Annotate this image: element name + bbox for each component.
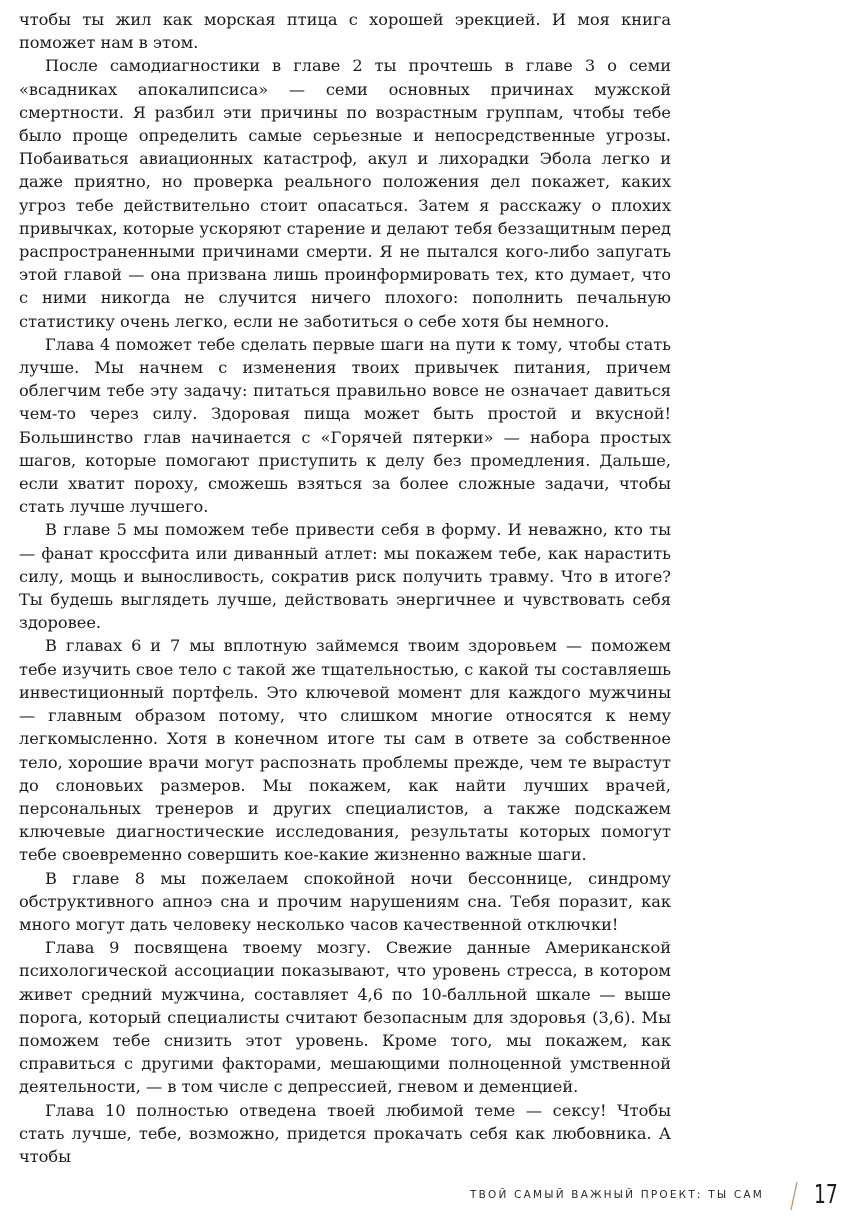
- paragraph-5: В главах 6 и 7 мы вплотную займемся твоим здоровьем — поможем тебе изучить свое тело с такой же тщательностью, с какой ты составляешь инвестиционный портфель. Это ключевой момент для каждого мужчины — главным образом потому, что слишком многие относятся к нему легкомысленно. Хотя в конечном итоге ты сам в ответе за собственное тело, хорошие врачи могут распознать проблемы прежде, чем те вырастут до слоновьих размеров. Мы покажем, как найти лучших врачей, персональных тренеров и других специалистов, а также подскажем ключевые диагностические исследования, результаты которых помогут тебе своевременно совершить кое-какие жизненно важные шаги.: [19, 636, 671, 865]
- paragraph-3: Глава 4 поможет тебе сделать первые шаги на пути к тому, чтобы стать лучше. Мы начнем с изменения твоих привычек питания, причем облегчим тебе эту задачу: питаться правильно вовсе не означает давиться чем-то через силу. Здоровая пища может быть простой и вкусной! Большинство глав начинается с «Горячей пятерки» — набора простых шагов, которые помогают приступить к делу без промедления. Дальше, если хватит пороху, сможешь взяться за более сложные задачи, чтобы стать лучше лучшего.: [19, 334, 671, 517]
- page-number: 17: [814, 1180, 838, 1210]
- paragraph-7: Глава 9 посвящена твоему мозгу. Свежие данные Американской психологической ассоциации показывают, что уровень стресса, в котором живет средний мужчина, составляет 4,6 по 10-балльной шкале — выше порога, который специалисты считают безопасным для здоровья (3,6). Мы поможем тебе снизить этот уровень. Кроме того, мы покажем, как справиться с другими факторами, мешающими полноценной умственной деятельности, — в том числе с депрессией, гневом и деменцией.: [19, 938, 671, 1097]
- paragraph-2: После самодиагностики в главе 2 ты прочтешь в главе 3 о семи «всадниках апокалипсиса» — семи основных причинах мужской смертности. Я разбил эти причины по возрастным группам, чтобы тебе было проще определить самые серьезные и непосредственные угрозы. Побаиваться авиационных катастроф, акул и лихорадки Эбола легко и даже приятно, но проверка реального положения дел покажет, каких угроз тебе действительно стоит опасаться. Затем я расскажу о плохих привычках, которые ускоряют старение и делают тебя беззащитным перед распространенными причинами смерти. Я не пытался кого-либо запугать этой главой — она призвана лишь проинформировать тех, кто думает, что с ними никогда не случится ничего плохого: пополнить печальную статистику очень легко, если не заботиться о себе хотя бы немного.: [19, 56, 671, 331]
- paragraph-1: чтобы ты жил как морская птица с хорошей эрекцией. И моя книга поможет нам в этом.: [19, 10, 671, 53]
- paragraph-6: В главе 8 мы пожелаем спокойной ночи бессоннице, синдрому обструктивного апноэ сна и прочим нарушениям сна. Тебя поразит, как много могут дать человеку несколько часов качественной отключки!: [19, 868, 671, 934]
- paragraph-4: В главе 5 мы поможем тебе привести себя в форму. И неважно, кто ты — фанат кроссфита или диванный атлет: мы покажем тебе, как нарастить силу, мощь и выносливость, сократив риск получить травму. Что в итоге? Ты будешь выглядеть лучше, действовать энергичнее и чувствовать себя здоровее.: [19, 520, 671, 633]
- paragraph-8: Глава 10 полностью отведена твоей любимой теме — сексу! Чтобы стать лучше, тебе, возможно, придется прокачать себя как любовника. А чтобы: [19, 1100, 671, 1166]
- running-title: ТВОЙ САМЫЙ ВАЖНЫЙ ПРОЕКТ: ТЫ САМ: [469, 1189, 764, 1201]
- footer-slash-divider: [789, 1182, 799, 1210]
- page-footer: [0, 1180, 852, 1220]
- body-text: [19, 8, 671, 1168]
